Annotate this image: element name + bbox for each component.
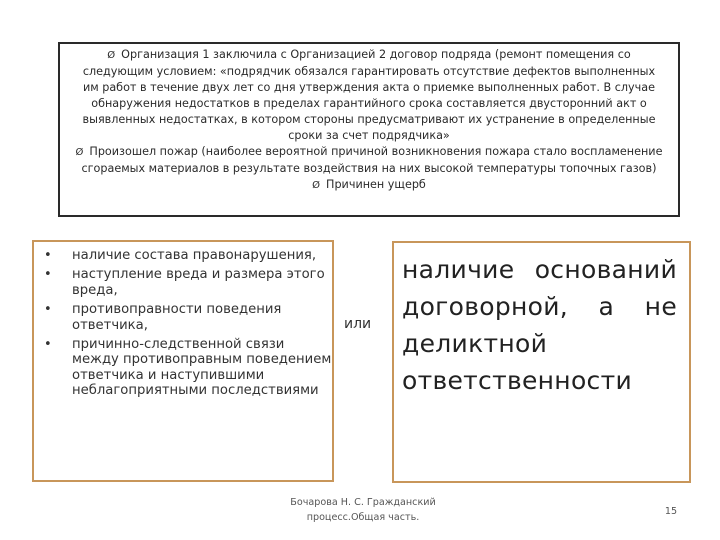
list-item-text: противоправности поведения ответчика,	[72, 302, 282, 333]
scenario-text-1: Организация 1 заключила с Организацией 2 договор подряда (ремонт помещения со следующим условием: «подрядчик обязался гарантировать отсутствие дефектов выполненных им работ в течение двух лет со дня утверждения акта о приемке выполненных работ. В случае обнаружения недостатков в пределах гарантийного срока составляется двусторонний акт о выявленных недостатках, в котором стороны предусматривают их устранение в определенные сроки за счет подрядчика»	[82, 48, 656, 142]
arrow-bullet-icon: Ø	[312, 180, 321, 191]
list-item-text: наличие состава правонарушения,	[72, 248, 317, 263]
scenario-paragraph-2	[74, 144, 664, 177]
or-connector: или	[344, 316, 372, 332]
bullet-icon: •	[44, 248, 52, 263]
list-item	[34, 248, 332, 263]
arrow-bullet-icon: Ø	[107, 50, 116, 61]
contractual-liability-box	[392, 241, 691, 483]
scenario-paragraph-3	[74, 177, 664, 194]
list-item-text: наступление вреда и размера этого вреда,	[72, 267, 325, 298]
tort-conditions-box	[32, 240, 334, 482]
scenario-box	[58, 42, 680, 217]
bullet-icon: •	[44, 267, 52, 283]
scenario-text-3: Причинен ущерб	[326, 178, 426, 191]
arrow-bullet-icon: Ø	[75, 147, 84, 158]
page-number: 15	[664, 506, 678, 517]
list-item	[34, 302, 332, 333]
scenario-text-2: Произошел пожар (наиболее вероятной причиной возникновения пожара стало воспламенение сгораемых материалов в результате воздействия на них высокой температуры топочных газов)	[81, 145, 663, 175]
list-item	[34, 337, 332, 399]
conditions-list	[34, 242, 332, 399]
scenario-paragraph-1	[74, 47, 664, 144]
list-item-text: причинно-следственной связи между противоправным поведением ответчика и наступившими неблагоприятными последствиями	[72, 337, 332, 399]
list-item	[34, 267, 332, 298]
footer-author: Бочарова Н. С. Гражданский процесс.Общая часть.	[290, 497, 436, 523]
bullet-icon: •	[44, 302, 52, 318]
contractual-liability-text: наличие оснований договорной, а не деликтной ответственности	[402, 255, 677, 395]
bullet-icon: •	[44, 337, 52, 353]
